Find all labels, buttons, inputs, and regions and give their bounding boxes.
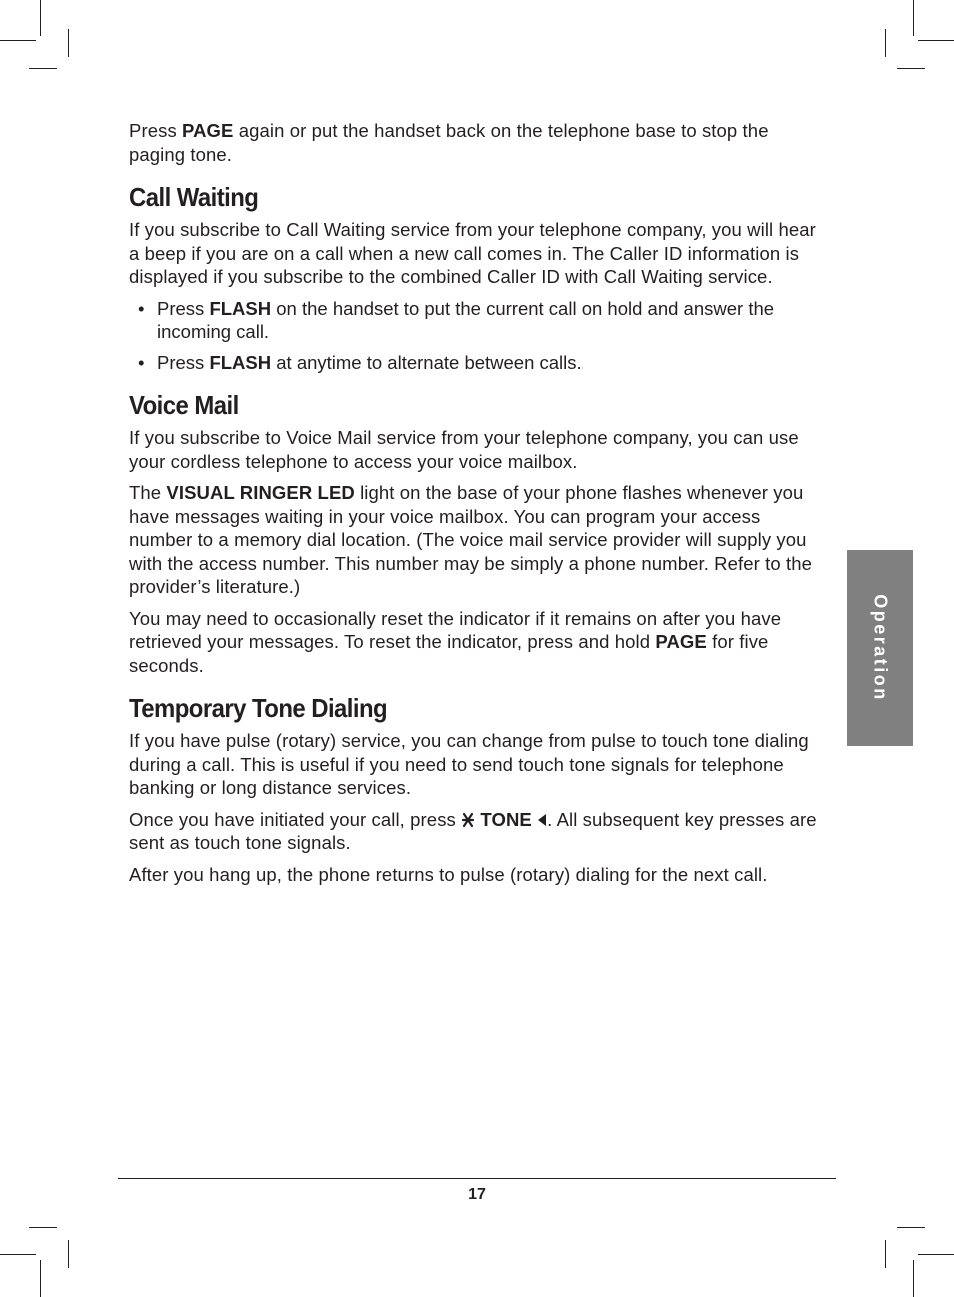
tone-dialing-paragraph-3: After you hang up, the phone returns to pulse (rotary) dialing for the next call. (129, 863, 768, 885)
tone-key-label: TONE (480, 808, 532, 830)
bullet-dot: • (138, 351, 145, 373)
crop-mark (918, 40, 954, 41)
crop-mark (918, 1254, 954, 1255)
crop-mark (40, 0, 41, 36)
visual-ringer-led-label: VISUAL RINGER LED (166, 482, 355, 503)
crop-mark (68, 1240, 69, 1268)
crop-mark (897, 1227, 925, 1228)
section-side-tab (847, 550, 913, 746)
crop-mark (913, 0, 914, 36)
crop-mark (29, 1227, 57, 1228)
flash-key-label: FLASH (209, 351, 272, 373)
call-waiting-bullets (129, 297, 819, 375)
crop-mark (40, 1260, 41, 1297)
tone-dialing-heading: Temporary Tone Dialing (129, 693, 388, 723)
voice-mail-paragraph-3: You may need to occasionally reset the indicator if it remains on after you have retrieved your messages. To reset the indicator, press and hold PAGE for five seconds. (129, 607, 782, 676)
voice-mail-heading: Voice Mail (129, 390, 239, 420)
voice-mail-paragraph-2: The VISUAL RINGER LED light on the base of your phone flashes whenever you have messages waiting in your voice mailbox. You can program your access number to a memory dial location. (The voice mail service provider will supply you with the access number. This number may be simply a phone number. Refer to the provider’s literature.) (129, 482, 813, 597)
intro-paragraph: Press PAGE again or put the handset back on the telephone base to stop the paging tone. (129, 120, 769, 165)
tone-dialing-paragraph-1: If you have pulse (rotary) service, you can change from pulse to touch tone dialing during a call. This is useful if you need to send touch tone signals for telephone banking or long distance services. (129, 730, 809, 798)
crop-mark (29, 68, 57, 69)
bullet-dot: • (138, 297, 145, 319)
crop-mark (885, 29, 886, 57)
list-item: • Press FLASH at anytime to alternate between calls. (138, 351, 582, 373)
page-content (129, 119, 819, 894)
crop-mark (68, 29, 69, 57)
crop-mark (0, 40, 36, 41)
footer-divider (118, 1178, 836, 1179)
call-waiting-heading: Call Waiting (129, 182, 259, 212)
crop-mark (885, 1240, 886, 1268)
crop-mark (0, 1254, 36, 1255)
tone-key (461, 809, 547, 830)
page-key-label: PAGE (182, 120, 234, 141)
flash-key-label: FLASH (209, 297, 272, 319)
voice-mail-paragraph-1: If you subscribe to Voice Mail service from your telephone company, you can use your cordless telephone to access your voice mailbox. (129, 427, 799, 472)
crop-mark (897, 68, 925, 69)
star-icon (461, 811, 475, 829)
crop-mark (913, 1260, 914, 1297)
side-tab-label: Operation (870, 594, 891, 702)
page-number: 17 (468, 1186, 486, 1203)
call-waiting-paragraph: If you subscribe to Call Waiting service from your telephone company, you will hear a beep if you are on a call when a new call comes in. The Caller ID information is displayed if you subscribe to the combined Caller ID with Call Waiting service. (129, 219, 816, 287)
tone-dialing-paragraph-2: Once you have initiated your call, press TONE . All subsequent key presses are sent as touch tone signals. (129, 808, 817, 853)
page-key-label: PAGE (655, 631, 707, 652)
left-triangle-icon (537, 813, 547, 827)
list-item: • Press FLASH on the handset to put the current call on hold and answer the incoming call. (138, 297, 775, 342)
